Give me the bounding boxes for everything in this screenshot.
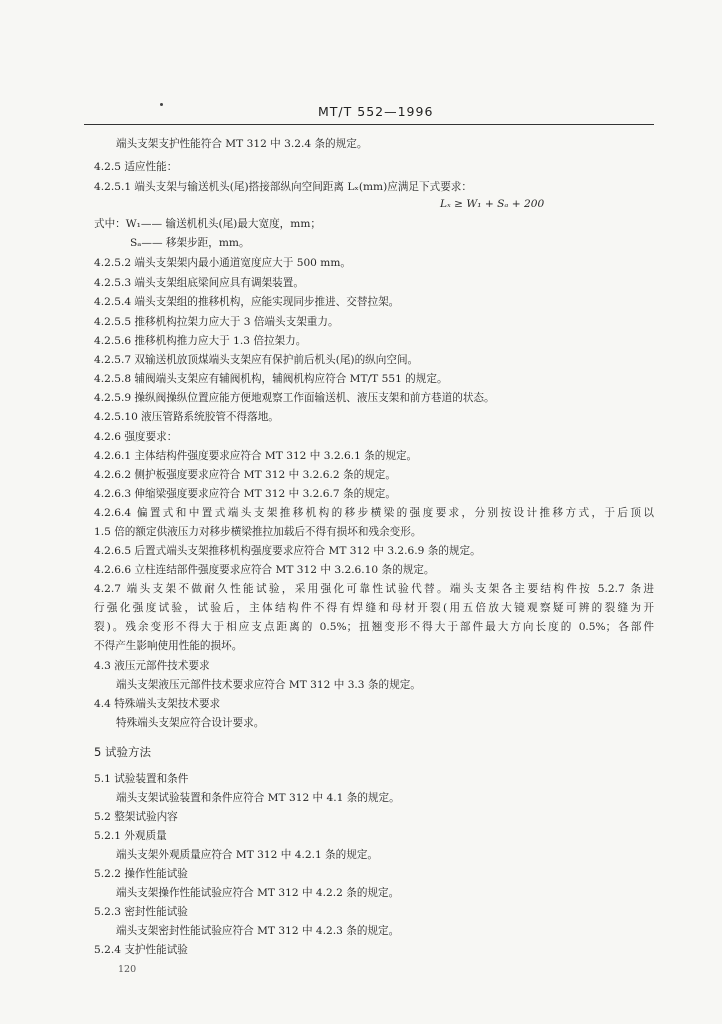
text-line: 4.2.5.6 推移机构推力应大于 1.3 倍拉架力。 [94, 335, 307, 347]
section-heading: 5.2.1 外观质量 [94, 830, 167, 842]
text-line: 4.2.5.9 操纵阀操纵位置应能方便地观察工作面输送机、液压支架和前方巷道的状态。 [94, 392, 495, 404]
text-line: 4.2.5.7 双输送机放顶煤端头支架应有保护前后机头(尾)的纵向空间。 [94, 354, 419, 366]
text-line: 端头支架液压元部件技术要求应符合 MT 312 中 3.3 条的规定。 [116, 679, 421, 691]
text-line: 4.2.6.2 侧护板强度要求应符合 MT 312 中 3.2.6.2 条的规定。 [94, 469, 396, 481]
text-line: 4.2.5.5 推移机构拉架力应大于 3 倍端头支架重力。 [94, 316, 339, 328]
header-rule [84, 124, 654, 125]
page-mark [160, 103, 163, 106]
text-line: 端头支架操作性能试验应符合 MT 312 中 4.2.2 条的规定。 [116, 887, 400, 899]
text-line: 4.2.6.6 立柱连结部件强度要求应符合 MT 312 中 3.2.6.10 条的规定。 [94, 564, 435, 576]
chapter-heading: 5 试验方法 [94, 745, 151, 759]
formula: Lₓ ≥ W₁ + Sₐ + 200 [440, 198, 545, 210]
section-heading: 5.2 整架试验内容 [94, 811, 178, 823]
text-line: 4.2.7 端头支架不做耐久性能试验，采用强化可靠性试验代替。端头支架各主要结构件按 5.2.7 条进 [94, 583, 654, 595]
text-line: 4.2.5.10 液压管路系统胶管不得落地。 [94, 411, 279, 423]
text-line: Sₐ—— 移架步距，mm。 [130, 237, 250, 249]
standard-code-header: MT/T 552—1996 [318, 104, 434, 119]
section-heading: 4.2.5 适应性能： [94, 161, 178, 173]
section-heading: 5.2.3 密封性能试验 [94, 906, 188, 918]
section-heading: 5.2.4 支护性能试验 [94, 944, 188, 956]
text-line: 特殊端头支架应符合设计要求。 [116, 717, 265, 729]
text-line: 端头支架支护性能符合 MT 312 中 3.2.4 条的规定。 [116, 138, 368, 150]
text-line: 4.2.6.1 主体结构件强度要求应符合 MT 312 中 3.2.6.1 条的规定。 [94, 450, 418, 462]
text-line: 4.2.5.1 端头支架与输送机头(尾)搭接部纵向空间距离 Lₓ(mm)应满足下式要求： [94, 181, 472, 193]
page-number: 120 [118, 964, 137, 975]
text-line: 4.2.6.3 伸缩梁强度要求应符合 MT 312 中 3.2.6.7 条的规定。 [94, 488, 396, 500]
section-heading: 4.3 液压元部件技术要求 [94, 660, 210, 672]
section-heading: 4.2.6 强度要求： [94, 431, 178, 443]
text-line: 4.2.5.2 端头支架架内最小通道宽度应大于 500 mm。 [94, 257, 351, 269]
text-line: 4.2.5.3 端头支架组底梁间应具有调架装置。 [94, 277, 304, 289]
section-heading: 5.1 试验装置和条件 [94, 773, 189, 785]
text-line: 端头支架外观质量应符合 MT 312 中 4.2.1 条的规定。 [116, 849, 379, 861]
text-line: 4.2.5.8 辅阀端头支架应有辅阀机构，辅阀机构应符合 MT/T 551 的规定。 [94, 373, 448, 385]
text-line: 端头支架密封性能试验应符合 MT 312 中 4.2.3 条的规定。 [116, 925, 400, 937]
text-line: 式中：W₁—— 输送机机头(尾)最大宽度，mm； [94, 218, 321, 230]
text-line: 端头支架试验装置和条件应符合 MT 312 中 4.1 条的规定。 [116, 792, 400, 804]
text-line: 1.5 倍的额定供液压力对移步横梁推拉加载后不得有损坏和残余变形。 [94, 526, 422, 538]
text-line: 不得产生影响使用性能的损坏。 [94, 640, 243, 652]
text-line: 4.2.6.5 后置式端头支架推移机构强度要求应符合 MT 312 中 3.2.6.9 条的规定。 [94, 545, 481, 557]
text-line: 4.2.5.4 端头支架组的推移机构，应能实现同步推进、交替拉架。 [94, 296, 400, 308]
text-line: 行强化强度试验，试验后，主体结构件不得有焊缝和母材开裂(用五倍放大镜观察疑可辨的裂缝为开 [94, 602, 654, 614]
section-heading: 5.2.2 操作性能试验 [94, 868, 188, 880]
text-line: 4.2.6.4 偏置式和中置式端头支架推移机构的移步横梁的强度要求，分别按设计推移方式，于后顶以 [94, 507, 654, 519]
section-heading: 4.4 特殊端头支架技术要求 [94, 698, 221, 710]
text-line: 裂)。残余变形不得大于相应支点距离的 0.5%；扭翘变形不得大于部件最大方向长度的 0.5%；各部件 [94, 621, 654, 633]
